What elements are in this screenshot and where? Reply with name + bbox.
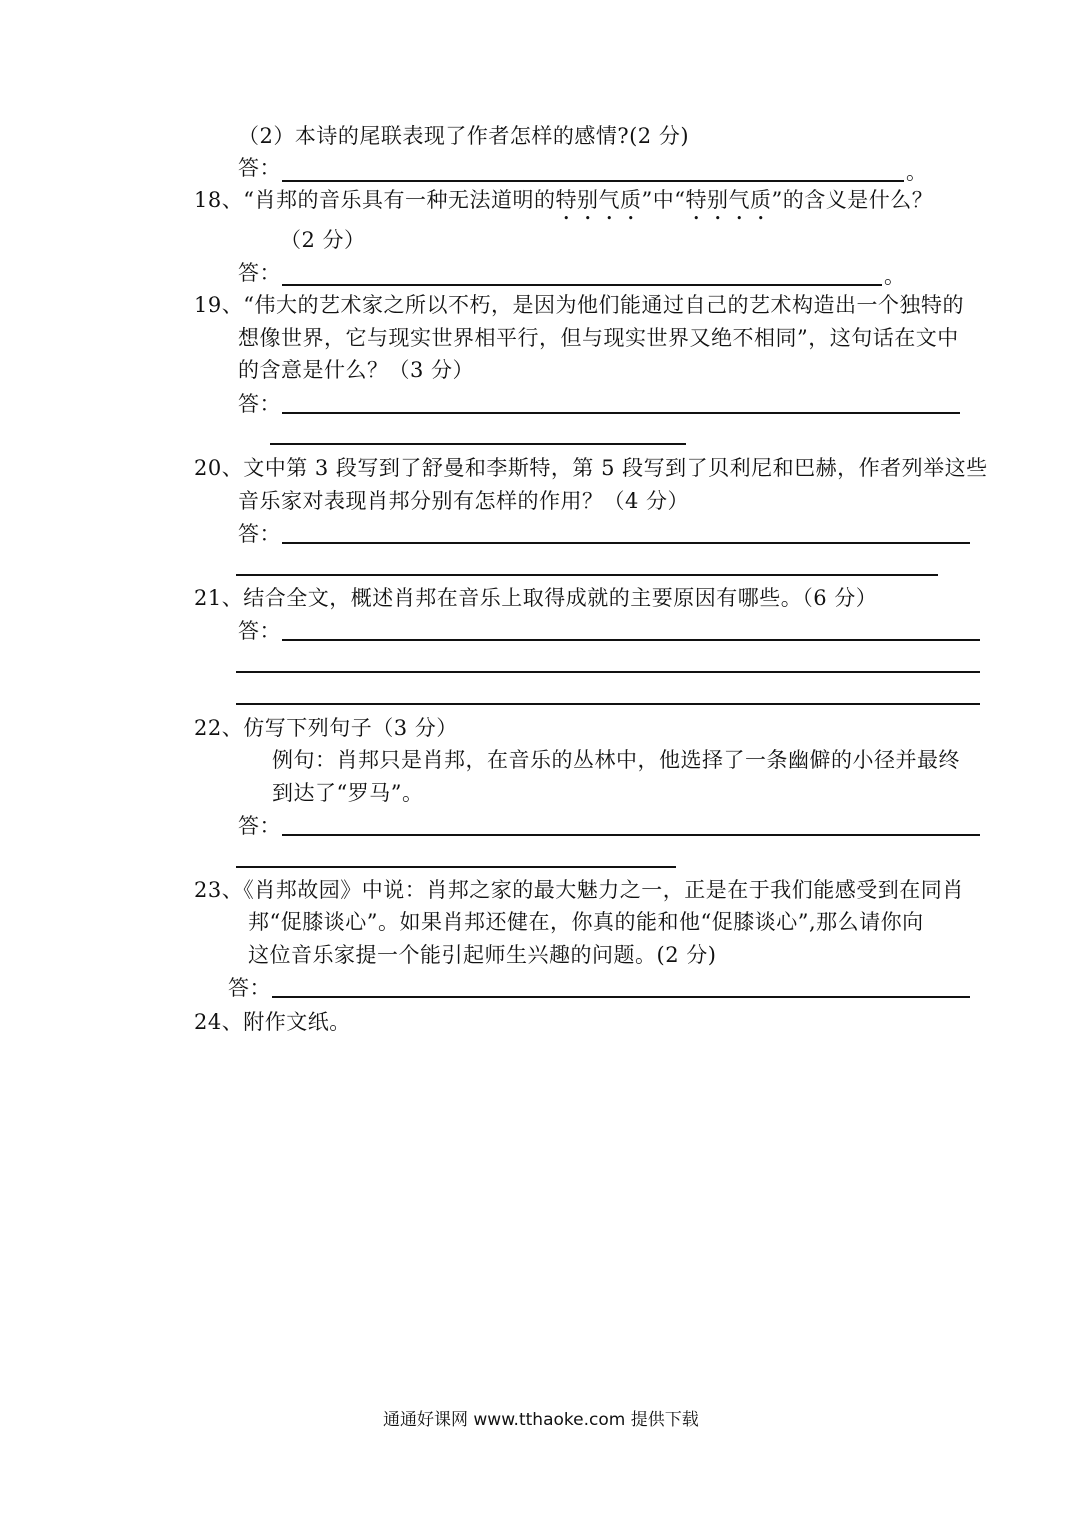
page-footer: 通通好课网 www.tthaoke.com 提供下载 — [383, 1410, 699, 1430]
q22-example-1: 例句：肖邦只是肖邦，在音乐的丛林中，他选择了一条幽僻的小径并最终 — [272, 748, 960, 772]
q20-line-2: 音乐家对表现肖邦分别有怎样的作用？（4 分） — [238, 489, 690, 513]
q18-mid: ”中“ — [641, 188, 686, 212]
q18-emphasis-1: 特别气质 — [555, 188, 642, 212]
q17-part2-text: （2）本诗的尾联表现了作者怎样的感情?(2 分) — [238, 124, 690, 148]
q23-line-1: 23、《肖邦故园》中说：肖邦之家的最大魅力之一，正是在于我们能感受到在同肖 — [194, 878, 964, 902]
q17-answer-end: 。 — [906, 160, 928, 184]
q23-answer-line[interactable] — [272, 996, 970, 998]
q17-answer-label: 答： — [238, 156, 281, 180]
q23-answer-label: 答： — [228, 976, 271, 1000]
q18-answer-label: 答： — [238, 261, 281, 285]
q21-line-1: 21、结合全文，概述肖邦在音乐上取得成就的主要原因有哪些。（6 分） — [194, 586, 878, 610]
q21-answer-line-2[interactable] — [236, 671, 980, 673]
q19-line-3: 的含意是什么？（3 分） — [238, 358, 475, 382]
q19-answer-line-1[interactable] — [282, 412, 960, 414]
q20-line-1: 20、文中第 3 段写到了舒曼和李斯特，第 5 段写到了贝利尼和巴赫，作者列举这些 — [194, 456, 988, 480]
q22-line-1: 22、仿写下列句子（3 分） — [194, 716, 458, 740]
q23-line-2: 邦“促膝谈心”。如果肖邦还健在，你真的能和他“促膝谈心”,那么请你向 — [248, 910, 924, 934]
q18-question — [194, 188, 933, 225]
q24-line-1: 24、附作文纸。 — [194, 1010, 351, 1034]
q18-emphasis-2: 特别气质 — [685, 188, 772, 212]
q18-post: ”的含义是什么？ — [771, 188, 934, 212]
q23-line-3: 这位音乐家提一个能引起师生兴趣的问题。(2 分) — [248, 943, 717, 967]
q21-answer-line-3[interactable] — [236, 703, 980, 705]
q20-answer-line-1[interactable] — [282, 542, 970, 544]
q18-score: （2 分） — [280, 228, 366, 252]
q22-answer-line-1[interactable] — [282, 834, 980, 836]
q22-answer-line-2[interactable] — [236, 866, 676, 868]
q19-line-2: 想像世界，它与现实世界相平行，但与现实世界又绝不相同”，这句话在文中 — [238, 326, 959, 350]
q20-answer-label: 答： — [238, 522, 281, 546]
q21-answer-line-1[interactable] — [282, 639, 980, 641]
q19-answer-line-2[interactable] — [270, 443, 686, 445]
q22-example-2: 到达了“罗马”。 — [272, 781, 424, 805]
q17-answer-line[interactable] — [282, 180, 904, 182]
q21-answer-label: 答： — [238, 619, 281, 643]
q19-line-1: 19、“伟大的艺术家之所以不朽，是因为他们能通过自己的艺术构造出一个独特的 — [194, 293, 964, 317]
q18-answer-end: 。 — [884, 264, 906, 288]
q19-answer-label: 答： — [238, 392, 281, 416]
q20-answer-line-2[interactable] — [236, 574, 938, 576]
q18-answer-line[interactable] — [282, 284, 882, 286]
q18-pre: 18、“肖邦的音乐具有一种无法道明的 — [194, 188, 556, 212]
q22-answer-label: 答： — [238, 814, 281, 838]
